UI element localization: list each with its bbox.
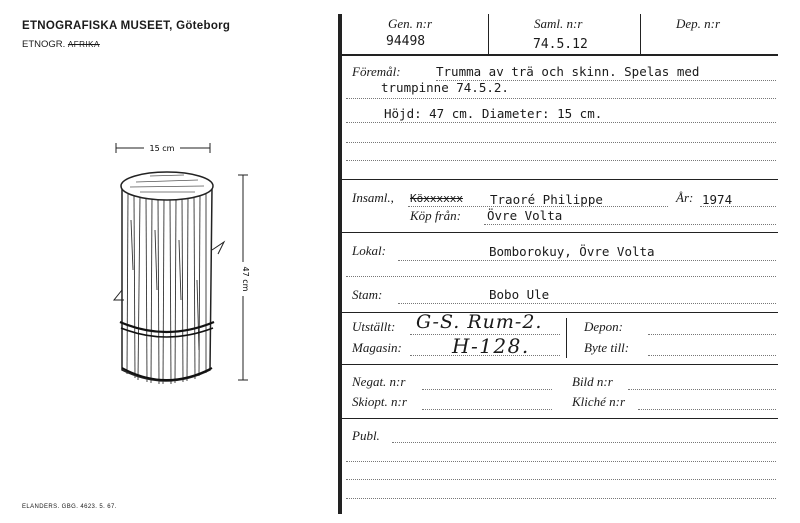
negat-rule [422, 389, 552, 390]
lokal-value: Bomborokuy, Övre Volta [489, 244, 655, 259]
kop-label: Köp från: [410, 208, 461, 223]
saml-label: Saml. n:r [534, 16, 583, 31]
header-divider-1 [488, 14, 489, 54]
museum-title: ETNOGRAFISKA MUSEET, Göteborg [22, 20, 231, 32]
insaml-struck: Köxxxxxx [410, 192, 463, 205]
section-rule-foremal [342, 179, 778, 180]
ar-value: 1974 [702, 192, 733, 207]
bild-label: Bild n:r [572, 374, 613, 389]
utstallt-value: G-S. Rum-2. [416, 311, 543, 333]
cliche-rule [638, 409, 776, 410]
dep-label: Dep. n:r [676, 16, 721, 31]
section-rule-stam [342, 312, 778, 313]
lokal-rule-2 [346, 276, 776, 277]
foremal-line3: Höjd: 47 cm. Diameter: 15 cm. [384, 106, 603, 121]
kop-rule [484, 224, 776, 225]
foremal-rule-1 [436, 80, 776, 81]
depon-rule [648, 334, 776, 335]
utstallt-divider [566, 318, 567, 358]
gen-label: Gen. n:r [388, 16, 433, 31]
publ-label: Publ. [352, 428, 380, 443]
lokal-rule-1 [398, 260, 776, 261]
depon-label: Depon: [584, 319, 623, 334]
stam-label: Stam: [352, 287, 383, 302]
stam-rule [398, 303, 776, 304]
publ-rule-2 [346, 461, 776, 462]
publ-rule-1 [392, 442, 776, 443]
utstallt-label: Utställt: [352, 319, 396, 334]
byte-rule [648, 355, 776, 356]
skiopt-label: Skiopt. n:r [352, 394, 407, 409]
foremal-line2: trumpinne 74.5.2. [381, 80, 509, 95]
insaml-value: Traoré Philippe [490, 192, 603, 207]
section-rule-negat [342, 418, 778, 419]
utstallt-rule [410, 334, 560, 335]
foremal-rule-4 [346, 142, 776, 143]
etnogr-label [22, 39, 100, 50]
header-bottom-rule [338, 54, 778, 56]
magasin-rule [410, 355, 560, 356]
skiopt-rule [422, 409, 552, 410]
magasin-value: H-128. [452, 334, 530, 358]
foremal-label: Föremål: [352, 64, 401, 79]
header-divider-2 [640, 14, 641, 54]
foremal-line1: Trumma av trä och skinn. Spelas med [436, 64, 700, 79]
publ-rule-3 [346, 479, 776, 480]
foremal-rule-5 [346, 160, 776, 161]
publ-rule-4 [346, 498, 776, 499]
cliche-label: Kliché n:r [572, 394, 626, 409]
height-dimension: 47 cm [241, 266, 250, 292]
saml-value: 74.5.12 [533, 37, 588, 52]
width-dimension: 15 cm [149, 144, 175, 153]
bild-rule [628, 389, 776, 390]
insaml-label: Insaml., [352, 190, 394, 205]
panel-left-border [338, 14, 342, 514]
gen-value: 94498 [386, 34, 426, 49]
foremal-rule-2 [346, 98, 776, 99]
magasin-label: Magasin: [352, 340, 402, 355]
foremal-rule-3 [346, 122, 776, 123]
etnogr-text: ETNOGR. [22, 39, 66, 50]
insaml-rule [408, 206, 668, 207]
negat-label: Negat. n:r [352, 374, 406, 389]
ar-label: År: [676, 190, 694, 205]
ar-rule [700, 206, 776, 207]
printer-imprint: ELANDERS. GBG. 4623. 5. 67. [22, 504, 117, 510]
section-rule-insaml [342, 232, 778, 233]
drum-drawing [100, 130, 270, 410]
section-rule-utstallt [342, 364, 778, 365]
struck-department: AFRIKA [67, 40, 100, 49]
stam-value: Bobo Ule [489, 287, 550, 302]
kop-value: Övre Volta [487, 208, 563, 223]
byte-label: Byte till: [584, 340, 630, 355]
lokal-label: Lokal: [352, 243, 386, 258]
